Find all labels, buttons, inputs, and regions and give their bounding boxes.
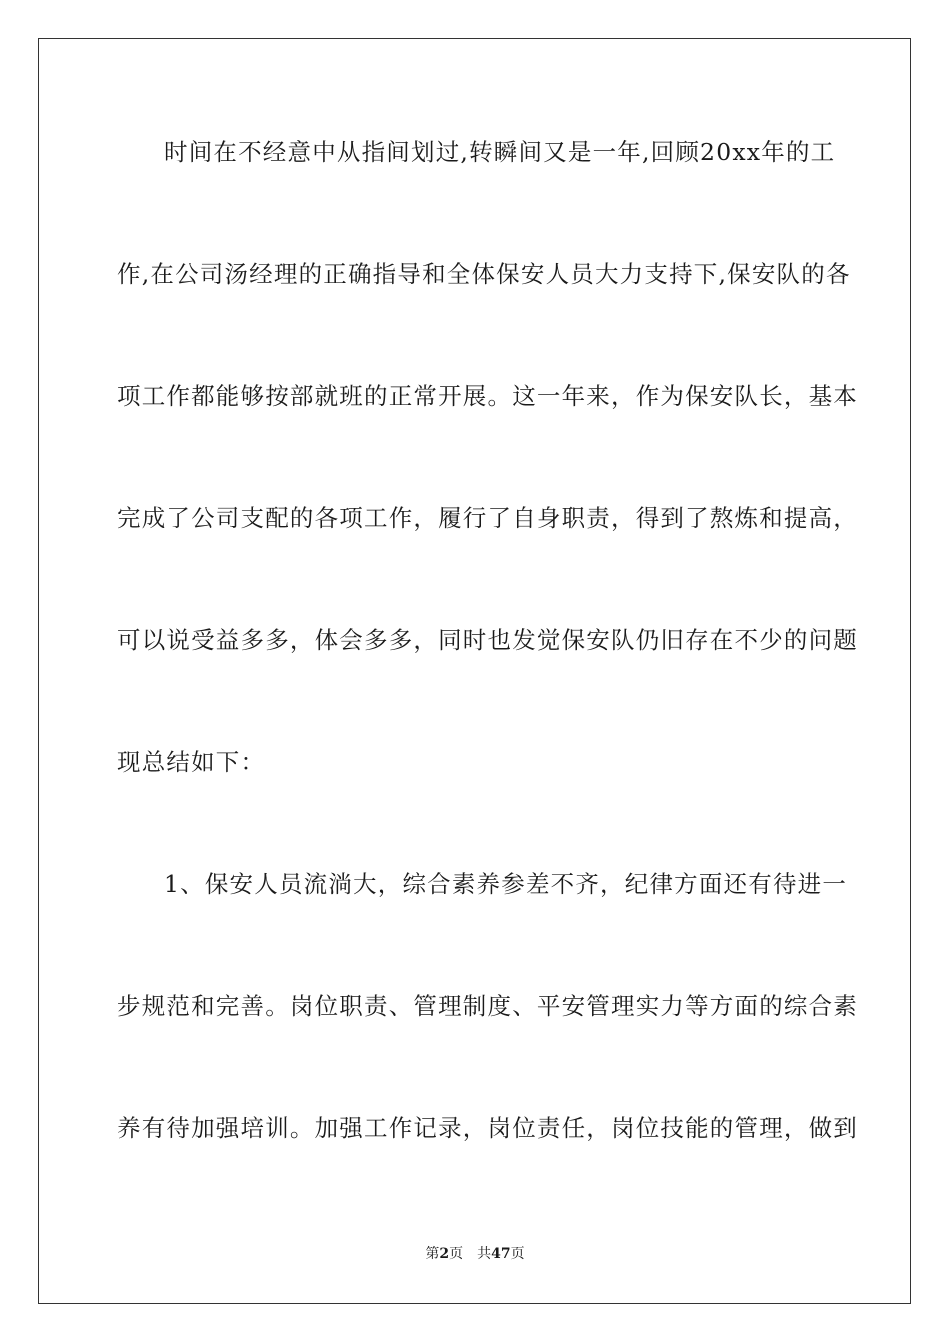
page-suffix: 页	[449, 1246, 464, 1262]
total-suffix: 页	[510, 1246, 525, 1262]
paragraph-1-line-2: 作,在公司汤经理的正确指导和全体保安人员大力支持下,保安队的各	[117, 260, 851, 288]
paragraph-1-line-5: 可以说受益多多，体会多多，同时也发觉保安队仍旧存在不少的问题	[117, 626, 858, 654]
page-footer	[0, 1244, 950, 1264]
paragraph-1-line-1: 时间在不经意中从指间划过,转瞬间又是一年,回顾20xx年的工	[164, 138, 836, 166]
page-prefix: 第	[425, 1246, 440, 1262]
paragraph-1-line-6: 现总结如下：	[117, 748, 266, 776]
total-prefix: 共	[477, 1246, 492, 1262]
paragraph-1-line-3: 项工作都能够按部就班的正常开展。这一年来，作为保安队长，基本	[117, 382, 858, 410]
total-pages: 47	[491, 1246, 511, 1262]
paragraph-2-line-3: 养有待加强培训。加强工作记录，岗位责任，岗位技能的管理，做到	[117, 1114, 858, 1142]
paragraph-2-line-2: 步规范和完善。岗位职责、管理制度、平安管理实力等方面的综合素	[117, 992, 858, 1020]
page-number: 2	[439, 1246, 450, 1262]
paragraph-1-line-4: 完成了公司支配的各项工作，履行了自身职责，得到了熬炼和提高，	[117, 504, 858, 532]
paragraph-2-line-1: 1、保安人员流淌大，综合素养参差不齐，纪律方面还有待进一	[164, 870, 848, 898]
